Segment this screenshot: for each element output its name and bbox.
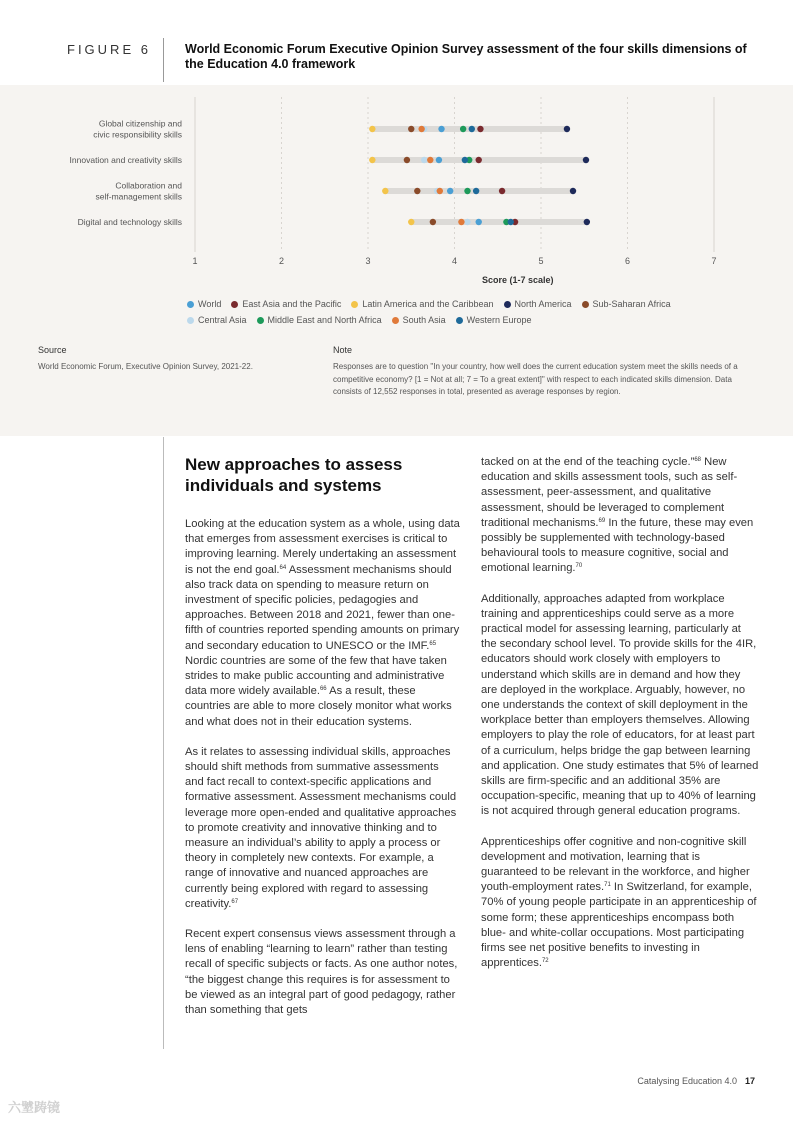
- legend-label: South Asia: [402, 315, 446, 325]
- data-point: [421, 157, 427, 163]
- footer-title: Catalysing Education 4.0: [637, 1076, 737, 1086]
- watermark-logo: 六㙱踌镜: [8, 1100, 61, 1115]
- legend-swatch: [351, 301, 358, 308]
- note-text: Responses are to question "In your country, how well does the current education system meet the skills needs of a competitive economy? [1 = Not at all; 7 = To a great extent]" with respect to each indicated skills dimension. Data consists of 12,552 responses in total, presented as average responses by region.: [333, 362, 738, 396]
- legend-item: [456, 315, 532, 325]
- data-point: [404, 157, 410, 163]
- data-point: [476, 157, 482, 163]
- data-point: [408, 126, 414, 132]
- legend-swatch: [187, 317, 194, 324]
- legend-item: [187, 315, 247, 325]
- page-footer: [637, 1076, 755, 1086]
- paragraph: Recent expert consensus views assessment through a lens of enabling “learning to learn” rather than testing recall of specific subjects or facts. As one author notes, “the biggest change this requires is for assessment to be viewed as an integral part of good pedagogy, rather than something that gets: [185, 928, 458, 1017]
- x-tick-label: 6: [624, 256, 631, 266]
- data-point: [447, 188, 453, 194]
- footnote-ref[interactable]: 67: [231, 898, 239, 905]
- data-point: [469, 126, 475, 132]
- footnote-ref[interactable]: 64: [279, 564, 287, 571]
- data-point: [584, 219, 590, 225]
- x-tick-label: 1: [192, 256, 198, 266]
- legend-swatch: [456, 317, 463, 324]
- legend-item: [351, 299, 493, 309]
- text-column-left: [185, 517, 460, 1033]
- legend-label: Middle East and North Africa: [267, 315, 382, 325]
- legend-label: East Asia and the Pacific: [242, 299, 342, 309]
- paragraph: tacked on at the end of the teaching cycle.”$^{68}$ New education and skills assessment tools, such as self-assessment, peer-assessment, and qualitative assessment, should be leveraged to complement traditional mechanisms.$^{69}$ In the future, these may even possibly be supplemented with technology-based behavioural tools to measure cognitive, social and emotional learning.$^{70}$: [481, 456, 754, 575]
- footnote-ref[interactable]: 66: [319, 686, 327, 693]
- footnote-ref[interactable]: 69: [598, 517, 606, 524]
- data-point: [369, 157, 375, 163]
- category-label: Digital and technology skills: [77, 217, 182, 227]
- column-divider: [163, 437, 164, 1049]
- x-tick-label: 7: [711, 256, 717, 266]
- footnote-ref[interactable]: 68: [694, 457, 702, 463]
- paragraph: As it relates to assessing individual skills, approaches should shift methods from summative assessments and fact recall to context-specific applications and formative assessment. Assessment mechanisms could leverage more open-ended and qualitative approaches to promote creativity and innovative thinking and to measure an individual’s ability to apply a process or theory in completely new contexts. For example, a range of innovative and nuanced approaches are currently being explored with regard to assessing creativity.$^{67}$: [185, 745, 457, 910]
- data-point: [570, 188, 576, 194]
- x-axis-title: Score (1-7 scale): [481, 275, 554, 285]
- note-heading: Note: [333, 345, 353, 355]
- x-tick-label: 5: [538, 256, 544, 266]
- data-point: [414, 188, 420, 194]
- legend-row: [187, 299, 747, 315]
- footnote-ref[interactable]: 72: [541, 958, 549, 965]
- data-point: [438, 126, 444, 132]
- legend-swatch: [187, 301, 194, 308]
- data-point: [477, 126, 483, 132]
- data-point: [460, 126, 466, 132]
- legend-label: World: [198, 299, 222, 309]
- data-point: [369, 126, 375, 132]
- category-label: Global citizenship and: [98, 118, 182, 129]
- data-point: [464, 219, 470, 225]
- paragraph: Additionally, approaches adapted from workplace training and apprenticeships could serve as a more practical model for assessing learning, particularly at the secondary school level. To provide skills for the 4IR, educators should work closely with employers to understand which skills are in demand and how they are deployed in the workplace. Arguably, however, no one understands the context of skill deployment in the workplace better than employers themselves. Allowing employers to play the role of educators, for at least part of a curriculum, helps bridge the gap between learning and application. One study estimates that 5% of learned skills are firm-specific and an additional 35% are occupation-specific, meaning that up to 40% of learning is not acquired through general education programs.: [481, 592, 759, 818]
- legend-item: [187, 299, 221, 309]
- legend-item: [504, 299, 572, 309]
- legend-label: Central Asia: [198, 315, 247, 325]
- legend-label: Latin America and the Caribbean: [362, 299, 494, 309]
- source-heading: Source: [38, 345, 67, 355]
- data-point: [418, 126, 424, 132]
- category-label: Innovation and creativity skills: [69, 155, 182, 165]
- footnote-ref[interactable]: 65: [429, 640, 437, 647]
- data-point: [462, 157, 468, 163]
- data-point: [458, 219, 464, 225]
- dot-plot-chart: [0, 85, 793, 295]
- footnote-ref[interactable]: 70: [575, 563, 583, 570]
- category-label: self-management skills: [95, 191, 182, 202]
- figure-title: World Economic Forum Executive Opinion Survey assessment of the four skills dimensions of the Education 4.0 framework: [185, 42, 747, 71]
- x-tick-label: 2: [278, 256, 285, 266]
- legend-swatch: [392, 317, 399, 324]
- data-point: [508, 219, 514, 225]
- x-tick-label: 4: [451, 256, 458, 266]
- legend-swatch: [257, 317, 264, 324]
- data-point: [464, 188, 470, 194]
- footnote-ref[interactable]: 71: [604, 882, 611, 889]
- legend-label: North America: [514, 299, 572, 309]
- category-label: Collaboration and: [115, 180, 182, 191]
- data-point: [499, 188, 505, 194]
- category-label: civic responsibility skills: [93, 129, 182, 140]
- data-point: [564, 126, 570, 132]
- legend-label: Sub-Saharan Africa: [592, 299, 671, 309]
- paragraph: Looking at the education system as a whole, using data that emerges from assessment exercises is critical to improving learning. Merely undertaking an assessment is not the end goal.$^{64}$ Assessment mechanisms should also track data on spending to measure return on investment of specific policies, pedagogies and approaches. Between 2018 and 2021, fewer than one-fifth of countries reported spending amounts on primary and secondary education to UNESCO or the IMF.$^{65}$ Nordic countries are some of the few that have taken strides to make public accounting and administrative data more widely available.$^{66}$ As a result, these countries are able to more closely monitor what works and what does not in their education systems.: [185, 518, 460, 728]
- legend-item: [231, 299, 341, 309]
- data-point: [408, 219, 414, 225]
- data-point: [437, 188, 443, 194]
- data-point: [427, 157, 433, 163]
- page-number: 17: [744, 1076, 755, 1086]
- figure-label: FIGURE 6: [67, 42, 151, 57]
- data-point: [382, 188, 388, 194]
- section-heading: New approaches to assess individuals and systems: [185, 455, 403, 495]
- data-point: [430, 219, 436, 225]
- figure-header: [0, 0, 793, 85]
- legend-label: Western Europe: [466, 315, 532, 325]
- data-point: [583, 157, 589, 163]
- legend-row: [187, 315, 747, 331]
- legend-swatch: [231, 301, 238, 308]
- data-point: [473, 188, 479, 194]
- chart-legend: [187, 299, 747, 331]
- x-tick-label: 3: [365, 256, 371, 266]
- data-point: [476, 219, 482, 225]
- source-text: World Economic Forum, Executive Opinion Survey, 2021-22.: [38, 362, 253, 371]
- data-point: [436, 157, 442, 163]
- legend-item: [257, 315, 382, 325]
- legend-item: [582, 299, 671, 309]
- legend-item: [392, 315, 446, 325]
- legend-swatch: [582, 301, 589, 308]
- text-column-right: [481, 455, 759, 987]
- divider: [163, 38, 164, 82]
- legend-swatch: [504, 301, 511, 308]
- paragraph: Apprenticeships offer cognitive and non-cognitive skill development and motivation, learning that is guaranteed to be relevant in the workforce, and higher youth-employment rates.$^{71}$ In Switzerland, for example, 70% of young people participate in an apprenticeship of some form; these apprenticeships encompass both blue- and white-collar occupations. Most participating firms see net positive benefits to investing in apprentices.$^{72}$: [481, 835, 757, 970]
